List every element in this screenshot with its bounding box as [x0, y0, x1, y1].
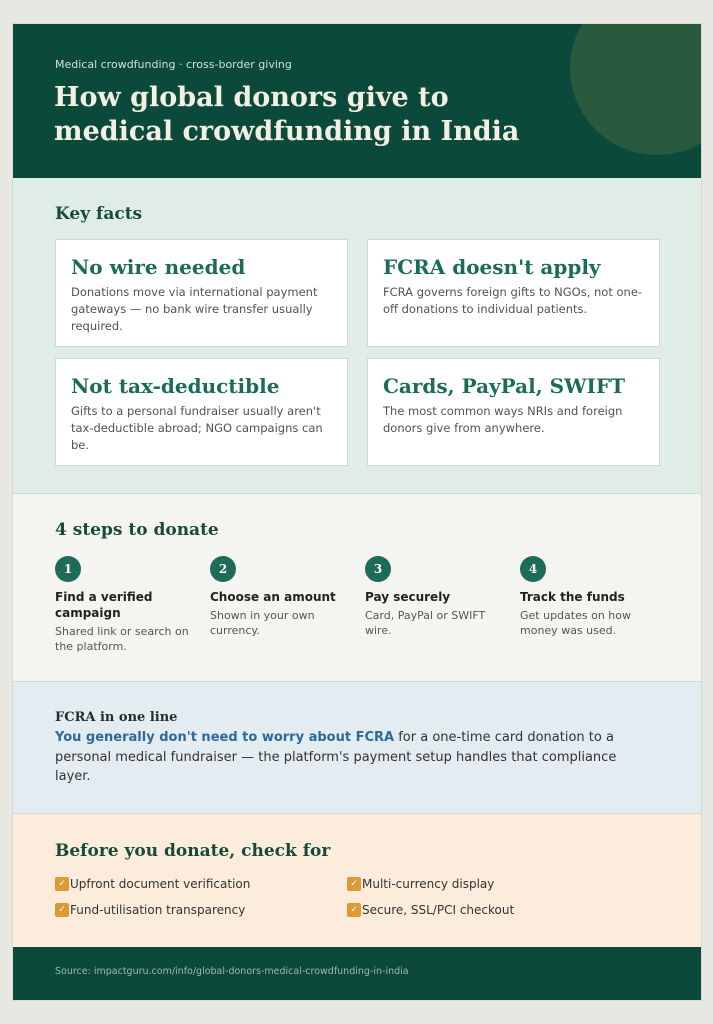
fact-body: Donations move via international payment gateways — no bank wire transfer usually required. — [71, 285, 318, 333]
fact-title: FCRA doesn't apply — [383, 255, 601, 279]
fcra-paragraph — [55, 728, 655, 787]
checklist-section — [13, 814, 702, 947]
checklist-item — [55, 903, 245, 917]
step-item — [520, 556, 660, 638]
checkmark-icon: ✓ — [347, 877, 361, 891]
step-title: Pay securely — [365, 590, 451, 604]
checklist-item — [347, 903, 514, 917]
step-item — [365, 556, 505, 638]
fact-body: The most common ways NRIs and foreign donors give from anywhere. — [383, 404, 623, 435]
page-title: How global donors give to medical crowdfunding in India — [54, 82, 520, 147]
step-number-badge: 3 — [365, 556, 391, 582]
checklist-label: Fund-utilisation transparency — [70, 903, 246, 917]
checklist-label: Secure, SSL/PCI checkout — [362, 903, 515, 917]
checklist-label: Upfront document verification — [70, 877, 251, 891]
infographic — [12, 23, 702, 1001]
checkmark-icon: ✓ — [55, 877, 69, 891]
fact-title: Not tax-deductible — [71, 374, 280, 398]
header-kicker: Medical crowdfunding · cross-border giving — [55, 58, 292, 71]
step-description: Card, PayPal or SWIFT wire. — [365, 609, 486, 637]
fcra-callout — [13, 682, 702, 814]
step-title: Choose an amount — [210, 590, 336, 604]
fact-title: No wire needed — [71, 255, 246, 279]
fact-title: Cards, PayPal, SWIFT — [383, 374, 625, 398]
fact-body: FCRA governs foreign gifts to NGOs, not one-off donations to individual patients. — [383, 285, 643, 316]
source-citation: Source: impactguru.com/info/global-donors-medical-crowdfunding-in-india — [55, 966, 409, 977]
fact-body: Gifts to a personal fundraiser usually aren't tax-deductible abroad; NGO campaigns can be. — [71, 404, 323, 452]
steps-heading: 4 steps to donate — [55, 520, 219, 540]
step-description: Shared link or search on the platform. — [55, 625, 189, 653]
step-description: Shown in your own currency. — [210, 609, 315, 637]
step-number-badge: 4 — [520, 556, 546, 582]
footer — [13, 947, 702, 1001]
checklist-heading: Before you donate, check for — [55, 841, 331, 861]
step-number-badge: 1 — [55, 556, 81, 582]
step-item — [55, 556, 195, 654]
header-banner — [13, 24, 702, 178]
steps-section — [13, 494, 702, 682]
fact-card — [367, 239, 660, 347]
checkmark-icon: ✓ — [55, 903, 69, 917]
key-facts-heading: Key facts — [55, 204, 143, 224]
step-item — [210, 556, 350, 638]
fact-card — [367, 358, 660, 466]
key-facts-section — [13, 178, 702, 494]
checklist-item — [55, 877, 250, 891]
checkmark-icon: ✓ — [347, 903, 361, 917]
step-number-badge: 2 — [210, 556, 236, 582]
checklist-label: Multi-currency display — [362, 877, 495, 891]
step-description: Get updates on how money was used. — [520, 609, 631, 637]
fact-card — [55, 358, 348, 466]
decorative-circle — [570, 24, 702, 155]
fact-card — [55, 239, 348, 347]
checklist-item — [347, 877, 494, 891]
step-title: Find a verified campaign — [55, 590, 153, 620]
step-title: Track the funds — [520, 590, 625, 604]
fcra-highlight: You generally don't need to worry about FCRA — [55, 730, 395, 745]
fcra-heading: FCRA in one line — [55, 710, 178, 725]
fcra-text: for a one-time card donation to a personal medical fundraiser — the platform's payment setup handles that compliance layer. — [55, 730, 617, 784]
